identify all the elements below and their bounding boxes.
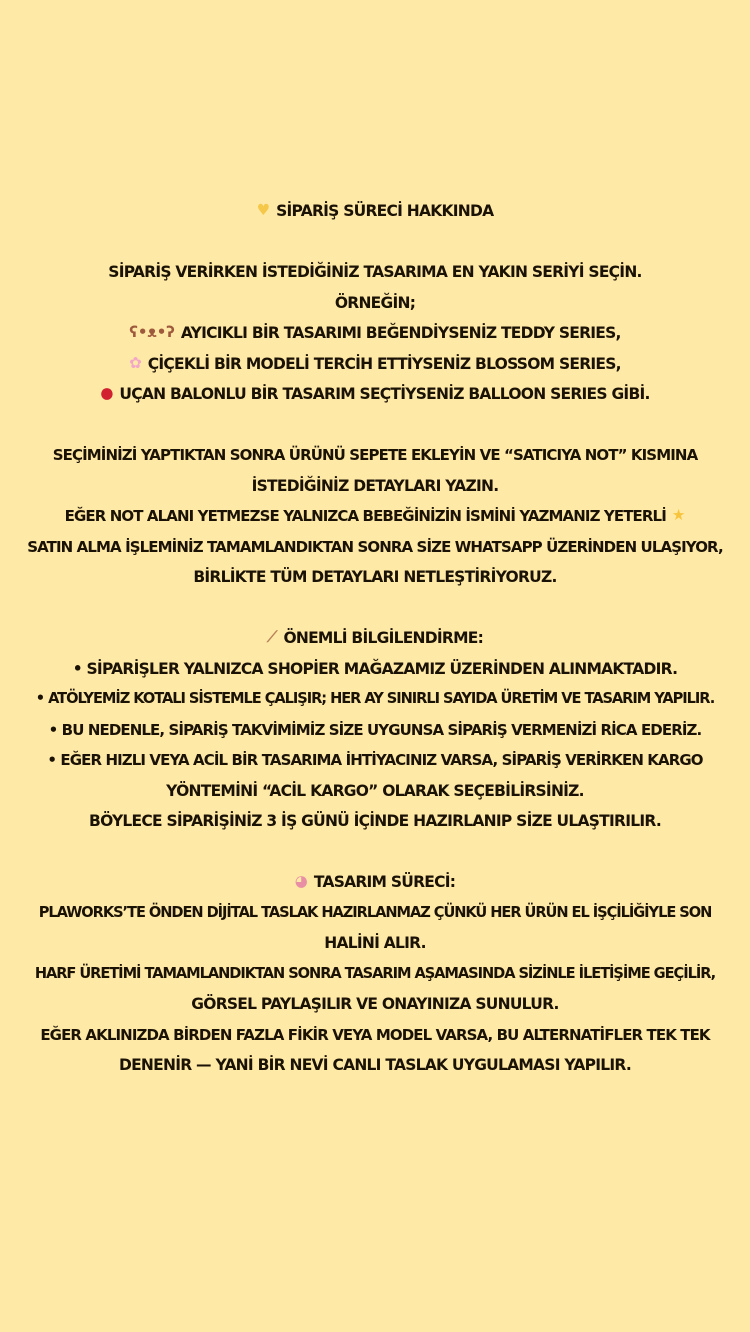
text-line-content: AYICIKLI BİR TASARIMI BEĞENDİYSENİZ TEDDY SERIES, (180, 323, 621, 343)
spacer (0, 227, 750, 258)
text-line: PLAWORKS’TE ÖNDEN DİJİTAL TASLAK HAZIRLANMAZ ÇÜNKÜ HER ÜRÜN EL İŞÇİLİĞİYLE SON (38, 903, 712, 921)
text-line-blossom (0, 348, 750, 379)
spacer (0, 593, 750, 624)
blossom-icon: ✿ (129, 353, 142, 372)
text-line: HARF ÜRETİMİ TAMAMLANDIKTAN SONRA TASARIM AŞAMASINDA SİZİNLE İLETİŞİME GEÇİLİR, (34, 964, 716, 982)
text-line: ÖRNEĞİN; (334, 293, 416, 312)
text-line-balloon (0, 379, 750, 410)
story-text (0, 196, 750, 1081)
text-line-content: UÇAN BALONLU BİR TASARIM SEÇTİYSENİZ BALLOON SERIES GİBİ. (119, 384, 650, 404)
bullet-line: • BU NEDENLE, SİPARİŞ TAKVİMİMİZ SİZE UYGUNSA SİPARİŞ VERMENİZİ RİCA EDERİZ. (48, 720, 702, 739)
text-line: YÖNTEMİNİ “ACİL KARGO” OLARAK SEÇEBİLİRSİNİZ. (166, 781, 584, 800)
balloon-icon: ● (100, 383, 114, 403)
text-line: SATIN ALMA İŞLEMİNİZ TAMAMLANDIKTAN SONRA SİZE WHATSAPP ÜZERİNDEN ULAŞIYOR, (27, 537, 723, 556)
magic-wand-icon: ⟋ (266, 627, 278, 647)
palette-icon: ◕ (294, 871, 308, 891)
text-line: SİPARİŞ VERİRKEN İSTEDİĞİNİZ TASARIMA EN YAKIN SERİYİ SEÇİN. (108, 262, 642, 282)
section-title-order-process (0, 196, 750, 227)
text-line-content: EĞER NOT ALANI YETMEZSE YALNIZCA BEBEĞİNİZİN İSMİNİ YAZMANIZ YETERLİ (64, 506, 666, 526)
text-line: İSTEDİĞİNİZ DETAYLARI YAZIN. (251, 476, 499, 495)
text-line: EĞER AKLINIZDA BİRDEN FAZLA FİKİR VEYA MODEL VARSA, BU ALTERNATİFLER TEK TEK (40, 1025, 710, 1044)
spacer (0, 410, 750, 441)
text-line: SEÇİMİNİZİ YAPTIKTAN SONRA ÜRÜNÜ SEPETE EKLEYİN VE “SATICIYA NOT” KISMINA (52, 445, 698, 465)
section-title-text: SİPARİŞ SÜRECİ HAKKINDA (276, 201, 494, 221)
text-line: GÖRSEL PAYLAŞILIR VE ONAYINIZA SUNULUR. (191, 994, 559, 1014)
section-title-design-process (0, 867, 750, 898)
teddy-bear-icon: ʕ•ᴥ•ʔ (129, 322, 175, 342)
text-line-star (0, 501, 750, 532)
text-line: BİRLİKTE TÜM DETAYLARI NETLEŞTİRİYORUZ. (193, 567, 557, 587)
spacer (0, 837, 750, 868)
star-icon: ★ (671, 505, 686, 525)
text-line-teddy (0, 318, 750, 349)
section-title-important-info (0, 623, 750, 654)
text-line: DENENİR — YANİ BİR NEVİ CANLI TASLAK UYGULAMASI YAPILIR. (118, 1055, 632, 1075)
bullet-line: • ATÖLYEMİZ KOTALI SİSTEMLE ÇALIŞIR; HER AY SINIRLI SAYIDA ÜRETİM VE TASARIM YAPILIR. (35, 689, 715, 708)
section-title-text: ÖNEMLİ BİLGİLENDİRME: (283, 628, 484, 648)
text-line-content: ÇİÇEKLİ BİR MODELİ TERCİH ETTİYSENİZ BLOSSOM SERIES, (147, 354, 621, 373)
yellow-heart-icon: ♥ (256, 200, 271, 220)
text-line: BÖYLECE SİPARİŞİNİZ 3 İŞ GÜNÜ İÇİNDE HAZIRLANIP SİZE ULAŞTIRILIR. (89, 811, 661, 831)
bullet-line: • SİPARİŞLER YALNIZCA SHOPİER MAĞAZAMIZ ÜZERİNDEN ALINMAKTADIR. (72, 659, 678, 678)
text-line: HALİNİ ALIR. (324, 933, 426, 953)
section-title-text: TASARIM SÜRECİ: (313, 872, 456, 892)
bullet-line: • EĞER HIZLI VEYA ACİL BİR TASARIMA İHTİYACINIZ VARSA, SİPARİŞ VERİRKEN KARGO (47, 750, 703, 770)
